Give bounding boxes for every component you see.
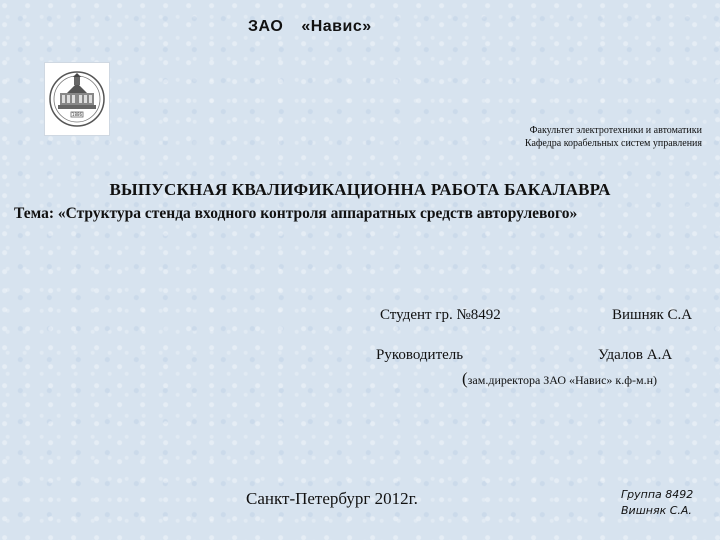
university-logo [44, 62, 110, 136]
author-line: Вишняк С.А. [621, 504, 692, 517]
supervisor-name: Удалов А.А [598, 347, 673, 363]
company-heading [248, 18, 372, 36]
group-signature [621, 487, 693, 519]
supervisor-position [462, 369, 657, 389]
student-label: Студент гр. №8492 [380, 307, 501, 323]
supervisor-note-paren: ( [462, 369, 468, 388]
city-year: Санкт-Петербург 2012г. [246, 489, 418, 508]
logo-year: 1886 [71, 112, 83, 117]
company-name: «Навис» [301, 18, 372, 35]
supervisor-label: Руководитель [376, 347, 464, 363]
faculty-line: Факультет электротехники и автоматики [529, 125, 702, 136]
department-line: Кафедра корабельных систем управления [524, 138, 702, 149]
work-theme: Тема: «Структура стенда входного контроля аппаратных средств авторулевого» [14, 205, 578, 222]
university-building-seal-icon [45, 63, 109, 135]
group-line: Группа 8492 [621, 488, 694, 501]
company-form: ЗАО [248, 18, 284, 35]
work-title: ВЫПУСКНАЯ КВАЛИФИКАЦИОННА РАБОТА БАКАЛАВРА [109, 180, 611, 199]
supervisor-note-text: зам.директора ЗАО «Навис» к.ф-м.н) [467, 373, 658, 387]
student-name: Вишняк С.А [612, 307, 693, 323]
faculty-block [525, 124, 702, 150]
